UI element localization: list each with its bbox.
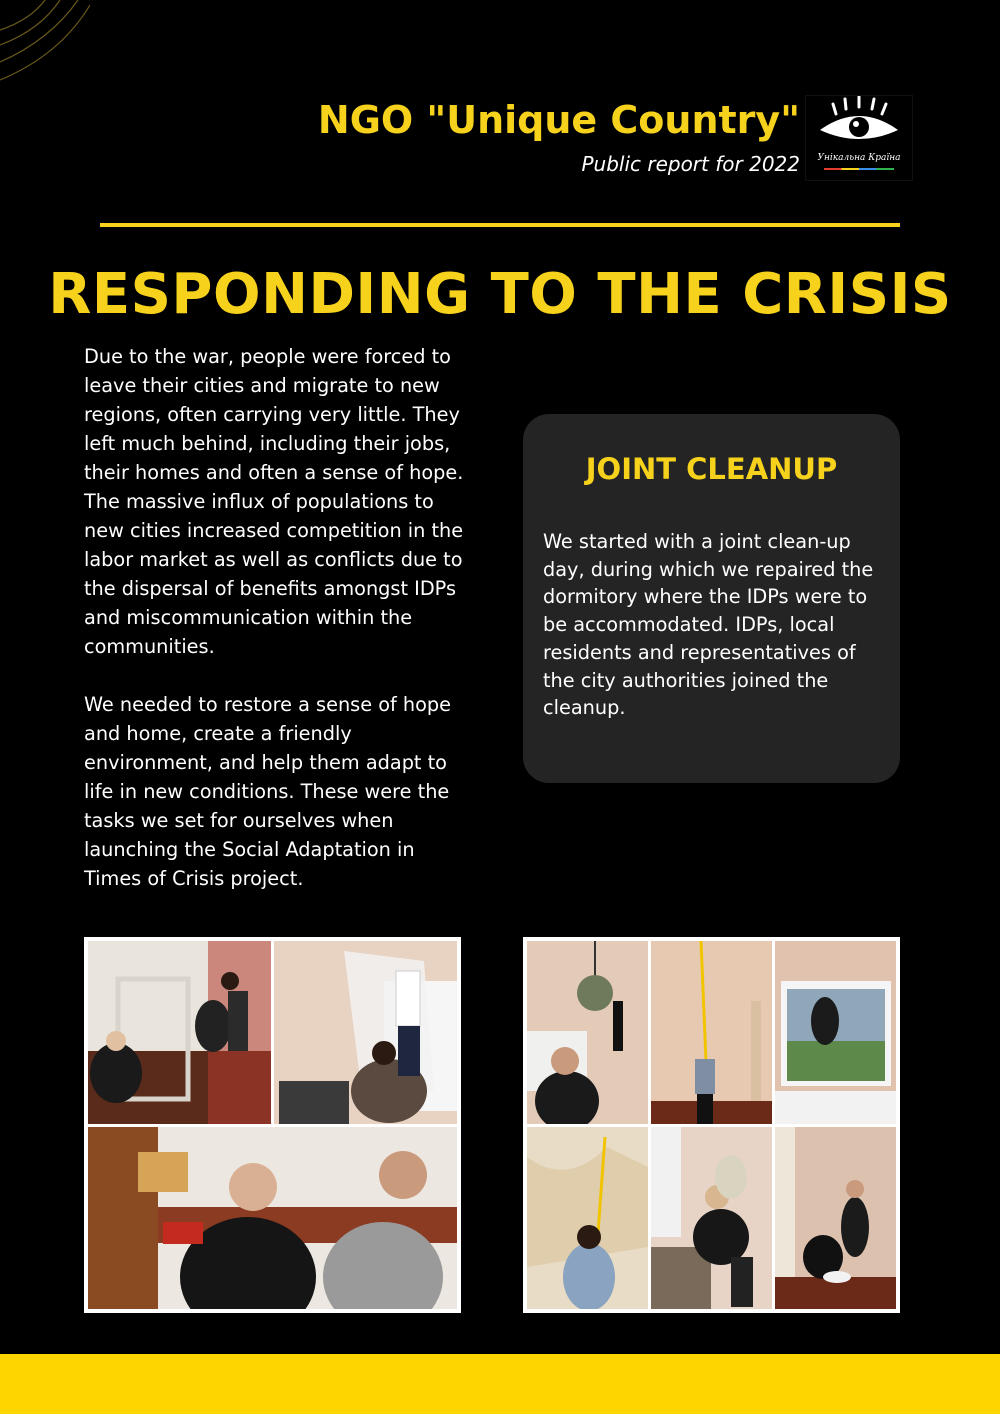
- photo-window-washing: [775, 941, 896, 1124]
- photo-window-curtain: [274, 941, 457, 1124]
- section-title: RESPONDING TO THE CRISIS: [48, 262, 952, 327]
- photo-collage-right: [523, 937, 900, 1313]
- organization-logo: [805, 95, 913, 181]
- report-subtitle: Public report for 2022: [581, 152, 800, 176]
- paragraph-1: Due to the war, people were forced to leave their cities and migrate to new regions, often carrying very little. They left much behind, including their jobs, their homes and often a sense of hope. The massive influx of populations to new cities increased competition in the labor market as well as conflicts due to the dispersal of benefits amongst IDPs and miscommunication within the communities.: [84, 345, 464, 658]
- photo-painting-ceiling: [651, 941, 772, 1124]
- paragraph-2: We needed to restore a sense of hope and home, create a friendly environment, and help them adapt to life in new conditions. These were the tasks we set for ourselves when launching the Social Adaptation in Times of Crisis project.: [84, 693, 452, 890]
- logo-stripe: [824, 168, 894, 170]
- photo-floor-mopping: [775, 1127, 896, 1309]
- body-text: [84, 342, 468, 893]
- photo-lamp-cleaning: [527, 941, 648, 1124]
- corner-decoration: [0, 0, 90, 90]
- photo-drilling-wood: [88, 1127, 457, 1309]
- header-divider: [100, 223, 900, 227]
- eye-logo-icon: [806, 96, 912, 156]
- photo-wall-painting: [527, 1127, 648, 1309]
- photo-collage-left: [84, 937, 461, 1313]
- org-title: NGO "Unique Country": [317, 98, 800, 142]
- logo-text: Унікальна Країна: [817, 153, 901, 163]
- photo-room-cleaning: [88, 941, 271, 1124]
- card-text: We started with a joint clean-up day, during which we repaired the dormitory where the IDPs were to be accommodated. IDPs, local residents and representatives of the city authorities joined the cleanup.: [543, 530, 874, 720]
- card-title: JOINT CLEANUP: [585, 452, 838, 486]
- photo-radiator-cleaning: [651, 1127, 772, 1309]
- footer-bar: [0, 1354, 1000, 1414]
